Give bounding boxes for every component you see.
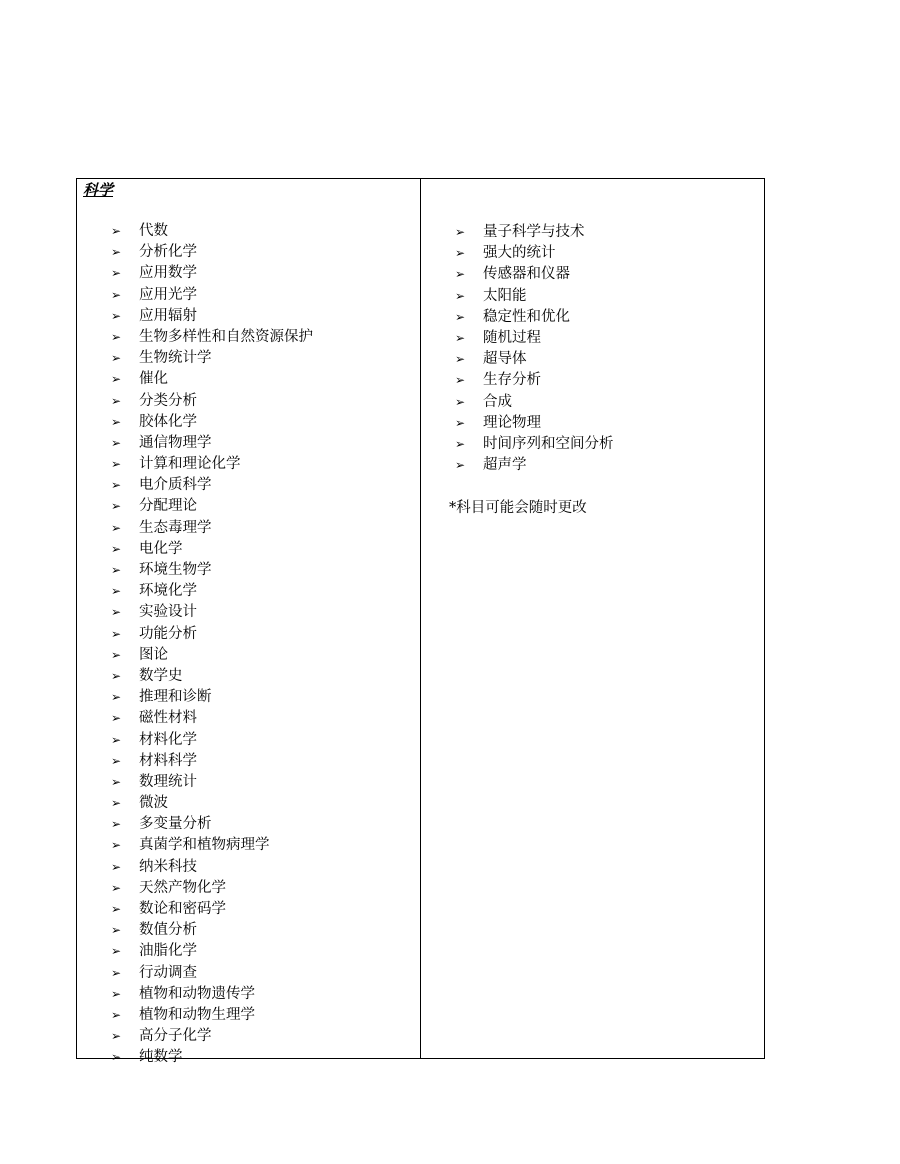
- list-item: [111, 941, 313, 962]
- list-item: [111, 793, 313, 814]
- list-item: [111, 306, 313, 327]
- list-item: [111, 539, 313, 560]
- list-item: [455, 264, 614, 285]
- section-title: 科学: [83, 181, 114, 199]
- subject-label: 环境生物学: [139, 562, 212, 578]
- subject-label: 分类分析: [139, 392, 197, 409]
- subject-label: 植物和动物遗传学: [139, 985, 255, 1002]
- arrow-bullet-icon: ➢: [111, 605, 122, 620]
- list-item: [455, 434, 614, 455]
- arrow-bullet-icon: ➢: [111, 711, 122, 726]
- list-item: [111, 835, 313, 856]
- arrow-bullet-icon: ➢: [111, 435, 122, 450]
- subject-label: 纳米科技: [139, 858, 197, 875]
- arrow-bullet-icon: ➢: [111, 266, 122, 281]
- arrow-bullet-icon: ➢: [111, 584, 122, 599]
- list-item: [111, 496, 313, 517]
- list-item: [111, 518, 313, 539]
- arrow-bullet-icon: ➢: [111, 499, 122, 514]
- list-item: [455, 455, 614, 476]
- list-item: [111, 602, 313, 623]
- list-item: [111, 221, 313, 242]
- arrow-bullet-icon: ➢: [111, 838, 122, 853]
- arrow-bullet-icon: ➢: [111, 880, 122, 895]
- subject-label: 超导体: [483, 351, 527, 368]
- subject-label: 随机过程: [483, 329, 541, 346]
- arrow-bullet-icon: ➢: [455, 330, 466, 345]
- subject-label: 应用光学: [139, 286, 197, 303]
- list-item: [111, 645, 313, 666]
- arrow-bullet-icon: ➢: [455, 267, 466, 282]
- arrow-bullet-icon: ➢: [111, 372, 122, 387]
- subject-label: 生物统计学: [139, 350, 212, 367]
- list-item: [455, 286, 614, 307]
- arrow-bullet-icon: ➢: [111, 753, 122, 768]
- subject-label: 数值分析: [139, 922, 197, 939]
- arrow-bullet-icon: ➢: [111, 668, 122, 683]
- subjects-table: [76, 178, 765, 1066]
- subject-label: 分析化学: [139, 244, 197, 261]
- subject-label: 微波: [139, 795, 168, 812]
- arrow-bullet-icon: ➢: [111, 859, 122, 874]
- subject-label: 电介质科学: [139, 477, 212, 494]
- list-item: [111, 708, 313, 729]
- subject-label: 数论和密码学: [139, 901, 226, 917]
- list-item: [111, 560, 313, 581]
- subject-label: 超声学: [483, 457, 527, 474]
- arrow-bullet-icon: ➢: [455, 415, 466, 430]
- footnote: *科目可能会随时更改: [449, 500, 587, 516]
- subject-label: 实验设计: [139, 604, 197, 621]
- subject-label: 生存分析: [483, 372, 541, 389]
- list-item: [111, 1047, 313, 1069]
- arrow-bullet-icon: ➢: [111, 224, 122, 238]
- list-item: [455, 413, 614, 434]
- arrow-bullet-icon: ➢: [111, 1029, 122, 1044]
- subject-label: 数理统计: [139, 773, 197, 790]
- subject-label: 生物多样性和自然资源保护: [139, 328, 313, 345]
- subject-label: 高分子化学: [139, 1028, 212, 1045]
- arrow-bullet-icon: ➢: [455, 352, 466, 367]
- arrow-bullet-icon: ➢: [455, 288, 466, 303]
- subject-label: 生态毒理学: [139, 519, 212, 536]
- arrow-bullet-icon: ➢: [111, 329, 122, 344]
- list-item: [111, 1005, 313, 1026]
- subject-label: 传感器和仪器: [483, 266, 570, 283]
- list-item: [111, 984, 313, 1005]
- arrow-bullet-icon: ➢: [111, 414, 122, 429]
- arrow-bullet-icon: ➢: [455, 436, 466, 451]
- subject-label: 真菌学和植物病理学: [139, 837, 270, 854]
- arrow-bullet-icon: ➢: [111, 817, 122, 832]
- list-item: [111, 285, 313, 306]
- list-item: [455, 370, 614, 391]
- list-item: [111, 327, 313, 348]
- arrow-bullet-icon: ➢: [455, 309, 466, 324]
- subject-label: 材料科学: [139, 752, 197, 769]
- subject-label: 多变量分析: [139, 816, 212, 833]
- list-item: [111, 475, 313, 496]
- subject-label: 稳定性和优化: [483, 308, 570, 325]
- arrow-bullet-icon: ➢: [111, 923, 122, 938]
- subject-label: 材料化学: [139, 731, 197, 748]
- arrow-bullet-icon: ➢: [111, 287, 122, 302]
- subject-label: 太阳能: [483, 287, 527, 304]
- list-item: [111, 454, 313, 475]
- arrow-bullet-icon: ➢: [455, 458, 466, 473]
- list-item: [455, 307, 614, 328]
- subject-label: 催化: [139, 371, 168, 388]
- list-item: [455, 222, 614, 243]
- arrow-bullet-icon: ➢: [111, 986, 122, 1001]
- list-item: [111, 666, 313, 687]
- list-item: [111, 624, 313, 645]
- subject-label: 代数: [139, 223, 168, 239]
- list-item: [111, 348, 313, 369]
- list-item: [111, 263, 313, 284]
- list-item: [111, 920, 313, 941]
- list-item: [111, 814, 313, 835]
- subject-label: 图论: [139, 646, 168, 663]
- arrow-bullet-icon: ➢: [111, 1050, 122, 1065]
- subject-label: 推理和诊断: [139, 689, 212, 706]
- arrow-bullet-icon: ➢: [111, 690, 122, 705]
- arrow-bullet-icon: ➢: [111, 457, 122, 472]
- subject-label: 时间序列和空间分析: [483, 435, 614, 452]
- list-item: [111, 391, 313, 412]
- list-item: [111, 369, 313, 390]
- subject-label: 分配理论: [139, 498, 197, 515]
- arrow-bullet-icon: ➢: [111, 626, 122, 641]
- arrow-bullet-icon: ➢: [455, 373, 466, 388]
- list-item: [111, 412, 313, 433]
- list-item: [111, 963, 313, 984]
- right-subject-list: [455, 222, 614, 476]
- subject-label: 纯数学: [139, 1049, 183, 1066]
- arrow-bullet-icon: ➢: [111, 647, 122, 662]
- list-item: [455, 349, 614, 370]
- arrow-bullet-icon: ➢: [455, 246, 466, 261]
- list-item: [111, 581, 313, 602]
- subject-label: 合成: [483, 393, 512, 410]
- subject-label: 环境化学: [139, 583, 197, 600]
- list-item: [111, 242, 313, 263]
- subject-label: 计算和理论化学: [139, 456, 241, 473]
- subject-label: 油脂化学: [139, 943, 197, 960]
- subject-label: 电化学: [139, 540, 183, 557]
- subject-label: 数学史: [139, 667, 183, 684]
- subject-label: 功能分析: [139, 625, 197, 642]
- arrow-bullet-icon: ➢: [111, 308, 122, 323]
- subject-label: 磁性材料: [139, 710, 197, 727]
- subject-label: 量子科学与技术: [483, 224, 585, 240]
- arrow-bullet-icon: ➢: [111, 944, 122, 959]
- list-item: [111, 1026, 313, 1047]
- list-item: [455, 392, 614, 413]
- list-item: [111, 772, 313, 793]
- subject-label: 应用辐射: [139, 307, 197, 324]
- list-item: [455, 243, 614, 264]
- arrow-bullet-icon: ➢: [455, 225, 466, 239]
- arrow-bullet-icon: ➢: [111, 351, 122, 366]
- arrow-bullet-icon: ➢: [111, 478, 122, 493]
- arrow-bullet-icon: ➢: [111, 902, 122, 916]
- column-divider: [420, 179, 421, 1058]
- subject-label: 天然产物化学: [139, 879, 226, 896]
- list-item: [111, 857, 313, 878]
- list-item: [111, 899, 313, 920]
- arrow-bullet-icon: ➢: [111, 541, 122, 556]
- arrow-bullet-icon: ➢: [111, 393, 122, 408]
- subject-label: 强大的统计: [483, 245, 556, 262]
- arrow-bullet-icon: ➢: [111, 563, 122, 577]
- arrow-bullet-icon: ➢: [111, 796, 122, 811]
- arrow-bullet-icon: ➢: [111, 1007, 122, 1022]
- arrow-bullet-icon: ➢: [111, 520, 122, 535]
- arrow-bullet-icon: ➢: [111, 774, 122, 789]
- subject-label: 胶体化学: [139, 413, 197, 430]
- subject-label: 行动调查: [139, 964, 197, 981]
- list-item: [455, 328, 614, 349]
- list-item: [111, 730, 313, 751]
- left-subject-list: [111, 221, 313, 1069]
- list-item: [111, 751, 313, 772]
- arrow-bullet-icon: ➢: [111, 965, 122, 980]
- arrow-bullet-icon: ➢: [111, 732, 122, 747]
- subject-label: 理论物理: [483, 414, 541, 431]
- arrow-bullet-icon: ➢: [111, 245, 122, 260]
- subject-label: 植物和动物生理学: [139, 1006, 255, 1023]
- subject-label: 应用数学: [139, 265, 197, 282]
- list-item: [111, 878, 313, 899]
- arrow-bullet-icon: ➢: [455, 394, 466, 409]
- list-item: [111, 433, 313, 454]
- list-item: [111, 687, 313, 708]
- subject-label: 通信物理学: [139, 434, 212, 451]
